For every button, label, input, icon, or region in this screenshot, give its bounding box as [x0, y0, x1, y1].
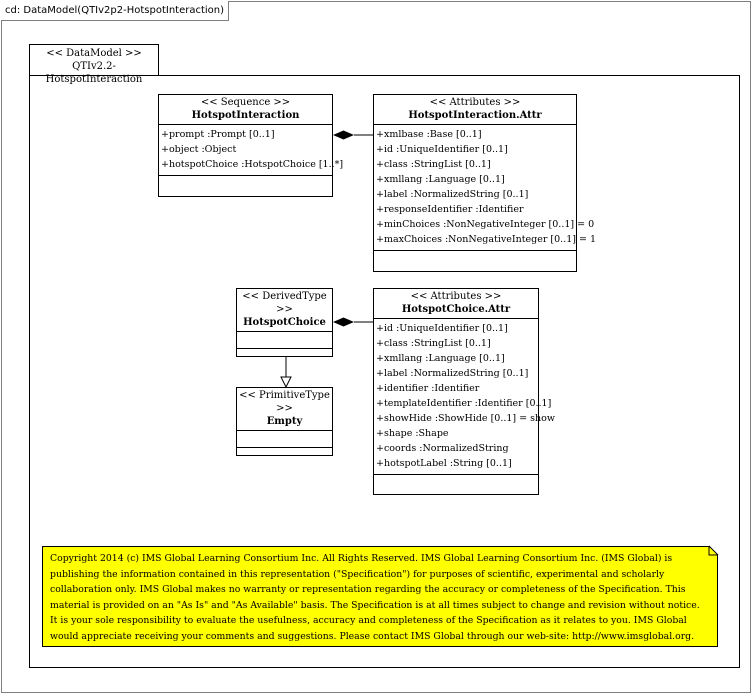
class-attribute: +responseIdentifier :Identifier [376, 204, 524, 215]
class-attribute: +prompt :Prompt [0..1] [161, 129, 275, 140]
diagram-frame-label: cd: DataModel(QTIv2p2-HotspotInteraction) [1, 1, 229, 21]
class-attribute: +id :UniqueIdentifier [0..1] [376, 144, 508, 155]
class-stereotype: << Attributes >> [429, 97, 521, 108]
class-attribute: +minChoices :NonNegativeInteger [0..1] = 0 [376, 219, 595, 230]
class-attribute: +identifier :Identifier [376, 383, 480, 394]
package-name: QTIv2.2-HotspotInteraction [45, 61, 143, 85]
class-stereotype: << PrimitiveType >> [239, 390, 330, 414]
class-attribute: +templateIdentifier :Identifier [0..1] [376, 398, 552, 409]
class-attribute: +label :NormalizedString [0..1] [376, 189, 529, 200]
class-attribute: +coords :NormalizedString [376, 443, 509, 454]
class-name: HotspotChoice.Attr [401, 304, 511, 315]
class-attribute: +class :StringList [0..1] [376, 159, 491, 170]
copyright-note-text: Copyright 2014 (c) IMS Global Learning Consortium Inc. All Rights Reserved. IMS Global Learning Consortium Inc. (IMS Global) is publishing the information contained in this representation ("Specification") for purposes of scientific, experimental and scholarly collaboration only. IMS Global makes no warranty or representation regarding the accuracy or completeness of the Specification. This material is provided on an "As Is" and "As Available" basis. The Specification is at all times subject to change and revision without notice. It is your sole responsibility to evaluate the usefulness, accuracy and completeness of the Specification as it relates to you. IMS Global would appreciate receiving your comments and suggestions. Please contact IMS Global through our web-site: http://www.imsglobal.org. [50, 553, 700, 642]
class-attribute: +xmllang :Language [0..1] [376, 353, 505, 364]
class-stereotype: << Attributes >> [410, 291, 502, 302]
class-name: HotspotInteraction.Attr [408, 110, 542, 121]
class-attribute: +hotspotChoice :HotspotChoice [1..*] [161, 159, 344, 170]
class-stereotype: << Sequence >> [200, 97, 291, 108]
class-attribute: +class :StringList [0..1] [376, 338, 491, 349]
class-attribute: +shape :Shape [376, 428, 449, 439]
class-name: HotspotInteraction [191, 110, 300, 121]
class-name: Empty [266, 416, 303, 427]
class-name: HotspotChoice [243, 317, 326, 328]
class-attribute: +hotspotLabel :String [0..1] [376, 458, 512, 469]
class-stereotype: << DerivedType >> [242, 291, 327, 315]
class-attribute: +showHide :ShowHide [0..1] = show [376, 413, 555, 424]
class-attribute: +object :Object [161, 144, 237, 155]
class-attribute: +id :UniqueIdentifier [0..1] [376, 323, 508, 334]
class-attribute: +xmllang :Language [0..1] [376, 174, 505, 185]
package-stereotype: << DataModel >> [46, 48, 142, 59]
class-attribute: +maxChoices :NonNegativeInteger [0..1] = 1 [376, 234, 597, 245]
class-attribute: +label :NormalizedString [0..1] [376, 368, 529, 379]
class-attribute: +xmlbase :Base [0..1] [376, 129, 482, 140]
